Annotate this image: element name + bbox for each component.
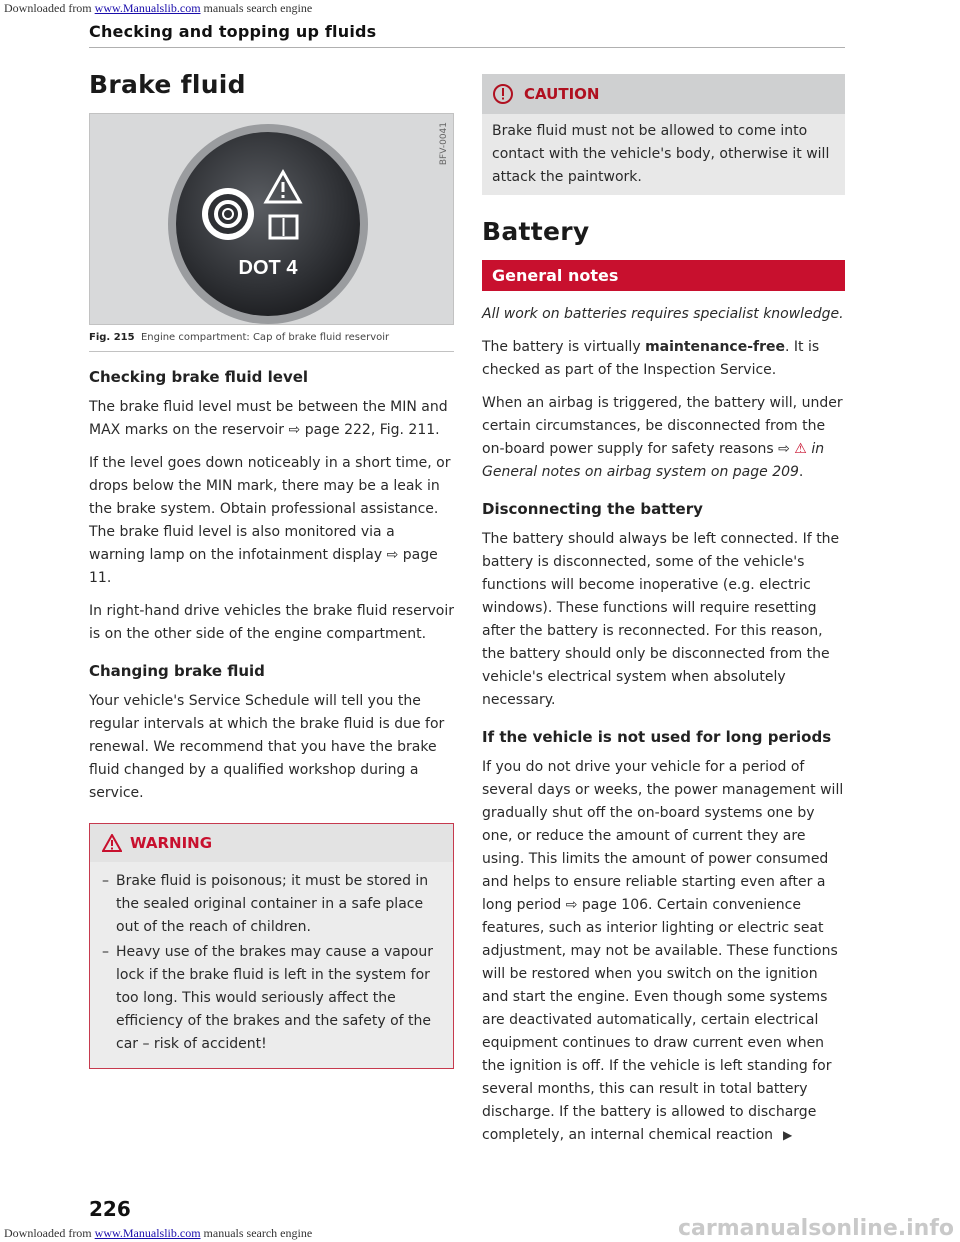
continue-arrow-icon: ▶ <box>783 1128 793 1142</box>
heading-changing-brake-fluid: Changing brake fluid <box>89 662 265 680</box>
figure-caption: Fig. 215 Engine compartment: Cap of brake fluid reservoir <box>89 325 454 352</box>
figure-code: BFV-0041 <box>439 122 449 166</box>
warning-triangle-icon: ⚠ <box>794 441 807 457</box>
manualslib-link[interactable]: www.Manualslib.com <box>94 1 201 15</box>
paragraph: If you do not drive your vehicle for a period of several days or weeks, the power management will gradually shut off the on-board systems one by one, or reduce the amount of current they are using. This limits the amount of power consumed and helps to ensure reliable starting even after a long period ⇨ page 106. Certain convenience features, such as interior lighting or electric seat adjustment, may not be available. These functions will be restored when you switch on the ignition and start the engine. Even though some systems are deactivated automatically, certain electrical equipment continues to draw current even when the ignition is off. If the vehicle is left standing for several months, this can result in total battery discharge. If the battery is allowed to discharge completely, an internal chemical reaction ▶ <box>482 759 844 1143</box>
page-title-brake-fluid: Brake fluid <box>89 70 246 99</box>
page-title-battery: Battery <box>482 217 590 246</box>
paragraph: If the level goes down noticeably in a short time, or drops below the MIN mark, there may be a leak in the brake system. Obtain professional assistance. The brake fluid level is also monitored via a warning lamp on the infotainment display ⇨ page 11. <box>89 455 451 586</box>
paragraph: When an airbag is triggered, the battery will, under certain circumstances, be disconnected from the on-board power supply for safety reasons ⇨ ⚠ in General notes on airbag system on page 209. <box>482 395 843 480</box>
watermark: carmanualsonline.info <box>678 1216 954 1241</box>
left-column <box>89 60 454 1069</box>
caution-box <box>482 74 845 195</box>
page-number: 226 <box>89 1197 131 1221</box>
right-column <box>482 74 845 1157</box>
warning-triangle-icon <box>102 834 122 852</box>
heading-long-periods: If the vehicle is not used for long periods <box>482 728 832 746</box>
manualslib-link[interactable]: www.Manualslib.com <box>94 1226 201 1240</box>
caution-text: Brake fluid must not be allowed to come into contact with the vehicle's body, otherwise it will attack the paintwork. <box>492 123 830 185</box>
caution-circle-icon <box>492 83 514 105</box>
paragraph: In right-hand drive vehicles the brake fluid reservoir is on the other side of the engine compartment. <box>89 603 455 642</box>
download-footer: Downloaded from www.Manualslib.com manuals search engine <box>4 1226 313 1240</box>
section-bar-general-notes: General notes <box>482 260 845 291</box>
list-item: – Brake fluid is poisonous; it must be stored in the sealed original container in a safe place out of the reach of children. <box>102 873 429 935</box>
brake-fluid-cap-illustration <box>90 114 453 324</box>
caution-header: CAUTION <box>482 74 845 114</box>
list-item: – Heavy use of the brakes may cause a vapour lock if the brake fluid is left in the system for too long. This would seriously affect the efficiency of the brakes and the safety of the car – risk of accident! <box>102 944 433 1052</box>
figure-brake-fluid-cap <box>89 113 454 325</box>
paragraph: The brake fluid level must be between the MIN and MAX marks on the reservoir ⇨ page 222, Fig. 211. <box>89 399 448 438</box>
paragraph: The battery should always be left connected. If the battery is disconnected, some of the vehicle's functions will become inoperative (e.g. electric windows). These functions will require resetting after the battery is reconnected. For this reason, the battery should only be disconnected from the vehicle's electrical system when absolutely necessary. <box>482 531 840 708</box>
warning-header: WARNING <box>90 824 453 862</box>
intro-paragraph: All work on batteries requires specialist knowledge. <box>482 306 844 322</box>
header-rule <box>89 47 845 48</box>
warning-box <box>89 823 454 1069</box>
paragraph: The battery is virtually maintenance-free. It is checked as part of the Inspection Service. <box>482 339 820 378</box>
cap-label: DOT 4 <box>238 257 298 279</box>
download-banner: Downloaded from www.Manualslib.com manuals search engine <box>4 1 313 15</box>
heading-disconnecting-battery: Disconnecting the battery <box>482 500 703 518</box>
running-header: Checking and topping up fluids <box>89 22 377 41</box>
warning-body <box>90 862 453 1068</box>
paragraph: Your vehicle's Service Schedule will tell you the regular intervals at which the brake fluid is due for renewal. We recommend that you have the brake fluid changed by a qualified workshop during a service. <box>89 693 445 801</box>
heading-checking-brake-fluid: Checking brake fluid level <box>89 368 309 386</box>
